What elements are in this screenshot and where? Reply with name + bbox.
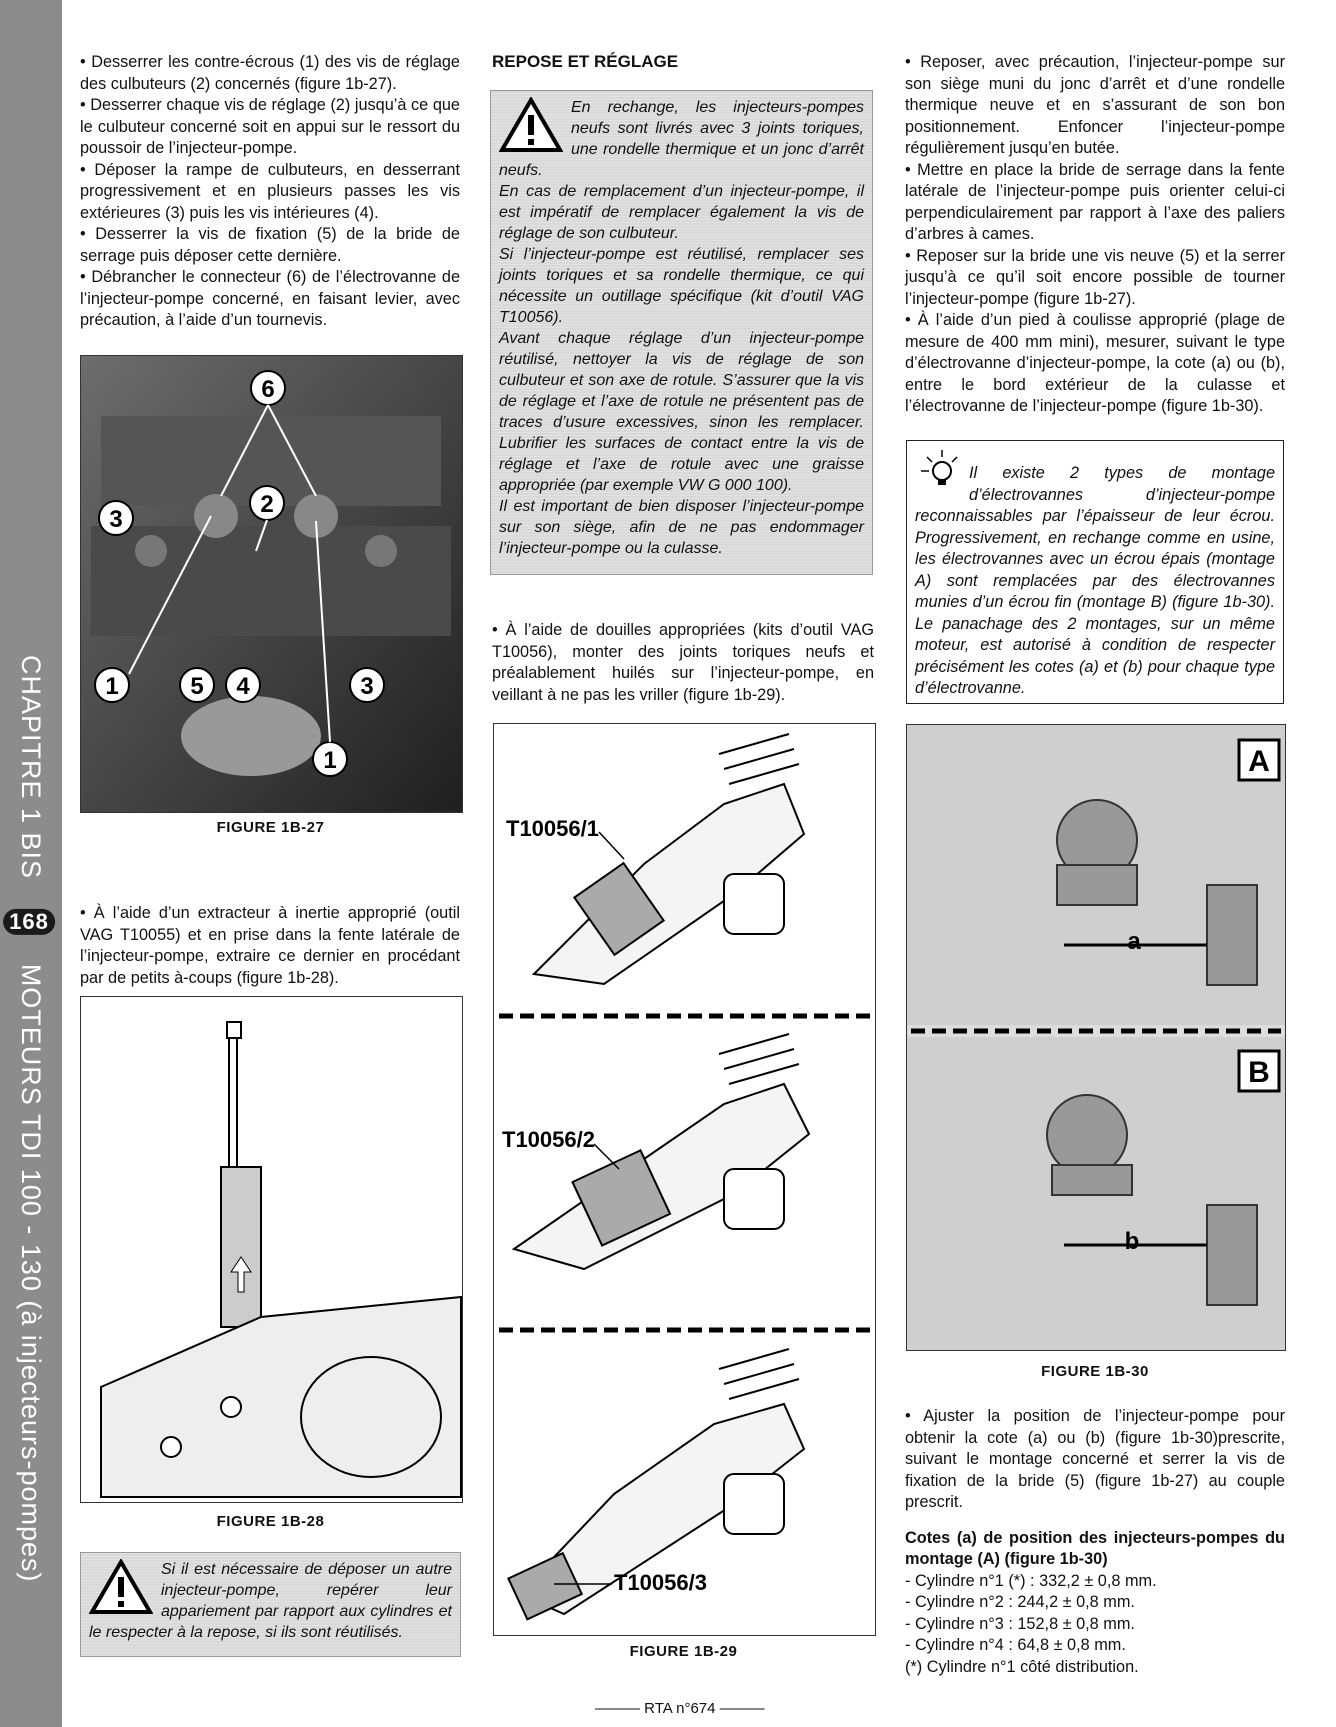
chapter-label: CHAPITRE 1 BIS	[16, 655, 46, 880]
cote-item: - Cylindre n°1 (*) : 332,2 ± 0,8 mm.	[905, 1571, 1157, 1590]
col1-para2	[80, 903, 460, 989]
bullet: • À l’aide d’un pied à coulisse approprié (plage de mesure de 400 mm mini), mesurer, suivant le type d’électrovanne d’injecteur-pompe, la cote (a) ou (b), entre le bord extérieur de la culasse et l’électrovanne de l’injecteur-pompe (figure 1b-30).	[905, 311, 1285, 415]
warning-box-1	[80, 1552, 461, 1657]
bullet: • Mettre en place la bride de serrage dans la fente latérale de l’injecteur-pompe puis orienter celui-ci perpendiculairement par rapport à l’axe des paliers d’arbres à cames.	[905, 160, 1285, 243]
dimension-a: a	[1127, 928, 1141, 955]
warning-icon	[499, 97, 563, 153]
paragraph: • À l’aide de douilles appropriées (kits d’outil VAG T10056), monter des joints toriques neufs et préalablement huilés sur l’injecteur-pompe, en veillant à ne pas les vriller (figure 1b-29).	[492, 621, 874, 704]
col2-para	[492, 620, 874, 706]
figure-caption-1b-27: FIGURE 1B-27	[216, 819, 325, 836]
figure-1b-30-photo	[906, 724, 1286, 1351]
warning-para: En rechange, les injecteurs-pompes neufs sont livrés avec 3 joints toriques, une rondelle thermique et un jonc d’arrêt neufs.	[499, 99, 864, 179]
tool-label-3: T10056/3	[614, 1570, 707, 1595]
callout-5: 5	[190, 673, 204, 700]
bullet: • Reposer sur la bride une vis neuve (5) et la serrer jusqu’à ce qu’il soit encore possible de tourner l’injecteur-pompe (figure 1b-27).	[905, 246, 1285, 308]
callout-4: 4	[236, 673, 250, 700]
label-A: A	[1248, 745, 1270, 778]
engine-photo	[81, 356, 462, 812]
callout-3: 3	[109, 506, 123, 533]
bullet: • Déposer la rampe de culbuteurs, en desserrant progressivement et en plusieurs passes les vis extérieures (3) puis les vis intérieures (4).	[80, 160, 460, 222]
dimension-b: b	[1124, 1228, 1140, 1255]
callout-3b: 3	[360, 673, 374, 700]
chapter-sidebar	[0, 0, 62, 1727]
warning-para: Avant chaque réglage d’un injecteur-pompe réutilisé, nettoyer la vis de réglage de son culbuteur et son axe de rotule. S’assurer que la vis de réglage et l’axe de rotule ne présentent pas de traces d’usure excessives, sinon les remplacer. Lubrifier les surfaces de contact entre la vis de réglage et l’axe de rotule avec une graisse appropriée (par exemple VW G 000 100).	[499, 330, 864, 494]
col3-para	[905, 1406, 1285, 1678]
cote-note: (*) Cylindre n°1 côté distribution.	[905, 1657, 1139, 1676]
tip-box	[906, 440, 1284, 704]
warning-text: Si il est nécessaire de déposer un autre injecteur-pompe, repérer leur appariement par rapport aux cylindres et le respecter à la repose, si ils sont réutilisés.	[89, 1561, 452, 1641]
cote-item: - Cylindre n°3 : 152,8 ± 0,8 mm.	[905, 1614, 1135, 1633]
sidebar-text	[9, 655, 49, 1583]
solenoid-photos	[907, 725, 1285, 1350]
callout-6: 6	[261, 376, 275, 403]
warning-para: En cas de remplacement d’un injecteur-pompe, il est impératif de remplacer également la vis de réglage de son culbuteur.	[499, 183, 864, 242]
callout-1: 1	[105, 673, 119, 700]
tool-label-2: T10056/2	[502, 1127, 595, 1152]
bullet: • Desserrer la vis de fixation (5) de la bride de serrage puis déposer cette dernière.	[80, 225, 460, 265]
paragraph: • À l’aide d’un extracteur à inertie approprié (outil VAG T10055) et en prise dans la fente latérale de l’injecteur-pompe, extraire ce dernier en procédant par de petits à-coups (figure 1b-28).	[80, 904, 460, 987]
tip-text: Il existe 2 types de montage d’électrovannes d’injecteur-pompe reconnaissables par l’épaisseur de leur écrou. Progressivement, en rechange comme en usine, les électrovannes avec un écrou épais (montage A) sont remplacées par des électrovannes munies d’un écrou fin (montage B) (figure 1b-30). Le panachage des 2 montages, sur un même moteur, est autorisé à condition de respecter précisément les cotes (a) et (b) pour chaque type d’électrovanne.	[915, 464, 1275, 698]
figure-caption-1b-28: FIGURE 1B-28	[216, 1513, 325, 1530]
col3-intro	[905, 52, 1285, 418]
label-B: B	[1248, 1056, 1270, 1089]
figure-caption-1b-29: FIGURE 1B-29	[629, 1643, 738, 1660]
figure-1b-27-photo	[80, 355, 463, 813]
tool-label-1: T10056/1	[506, 816, 599, 841]
cote-item: - Cylindre n°4 : 64,8 ± 0,8 mm.	[905, 1636, 1126, 1654]
bullet: • Desserrer chaque vis de réglage (2) jusqu’à ce que le culbuteur concerné soit en appui sur le ressort du poussoir de l’injecteur-pompe.	[80, 96, 460, 157]
page-footer: ——— RTA n°674 ———	[595, 1700, 765, 1717]
extractor-drawing	[81, 997, 462, 1502]
figure-1b-29-drawing	[493, 723, 876, 1636]
warning-box-2	[490, 90, 873, 575]
paragraph: • Ajuster la position de l’injecteur-pompe pour obtenir la cote (a) ou (b) (figure 1b-30)prescrite, suivant le montage concerné et serrer la vis de fixation de la bride (5) (figure 1b-27) au couple prescrit.	[905, 1407, 1285, 1511]
col1-intro	[80, 52, 460, 332]
callout-1b: 1	[323, 747, 337, 774]
bullet: • Débrancher le connecteur (6) de l’électrovanne de l’injecteur-pompe concerné, en faisant levier, avec précaution, à l’aide d’un tournevis.	[80, 268, 460, 329]
cote-item: - Cylindre n°2 : 244,2 ± 0,8 mm.	[905, 1593, 1135, 1611]
bullet: • Desserrer les contre-écrous (1) des vis de réglage des culbuteurs (2) concernés (figure 1b-27).	[80, 53, 460, 93]
footer-text: RTA n°674	[644, 1700, 716, 1717]
page-number-badge: 168	[3, 908, 55, 934]
chapter-title: MOTEURS TDI 100 - 130 (à injecteurs-pompes)	[16, 963, 46, 1583]
section-heading: REPOSE ET RÉGLAGE	[492, 52, 679, 71]
figure-caption-1b-30: FIGURE 1B-30	[1041, 1363, 1149, 1380]
warning-para: Si l’injecteur-pompe est réutilisé, remplacer ses joints toriques et sa rondelle thermique, ce qui nécessite un outillage spécifique (kit d’outil VAG T10056).	[499, 246, 864, 326]
bullet: • Reposer, avec précaution, l’injecteur-pompe sur son siège muni du jonc d’arrêt et d’une rondelle thermique neuve et en s’assurant de son bon positionnement. Enfoncer l’injecteur-pompe régulièrement jusqu’en butée.	[905, 53, 1285, 157]
callout-2: 2	[260, 491, 274, 518]
warning-icon	[89, 1559, 153, 1615]
cotes-title: Cotes (a) de position des injecteurs-pompes du montage (A) (figure 1b-30)	[905, 1528, 1285, 1568]
warning-para: Il est important de bien disposer l’injecteur-pompe sur son siège, afin de ne pas endommager l’injecteur-pompe ou la culasse.	[499, 498, 864, 557]
figure-1b-28-drawing	[80, 996, 463, 1503]
injector-drawings	[494, 724, 875, 1635]
lightbulb-icon	[915, 447, 961, 487]
